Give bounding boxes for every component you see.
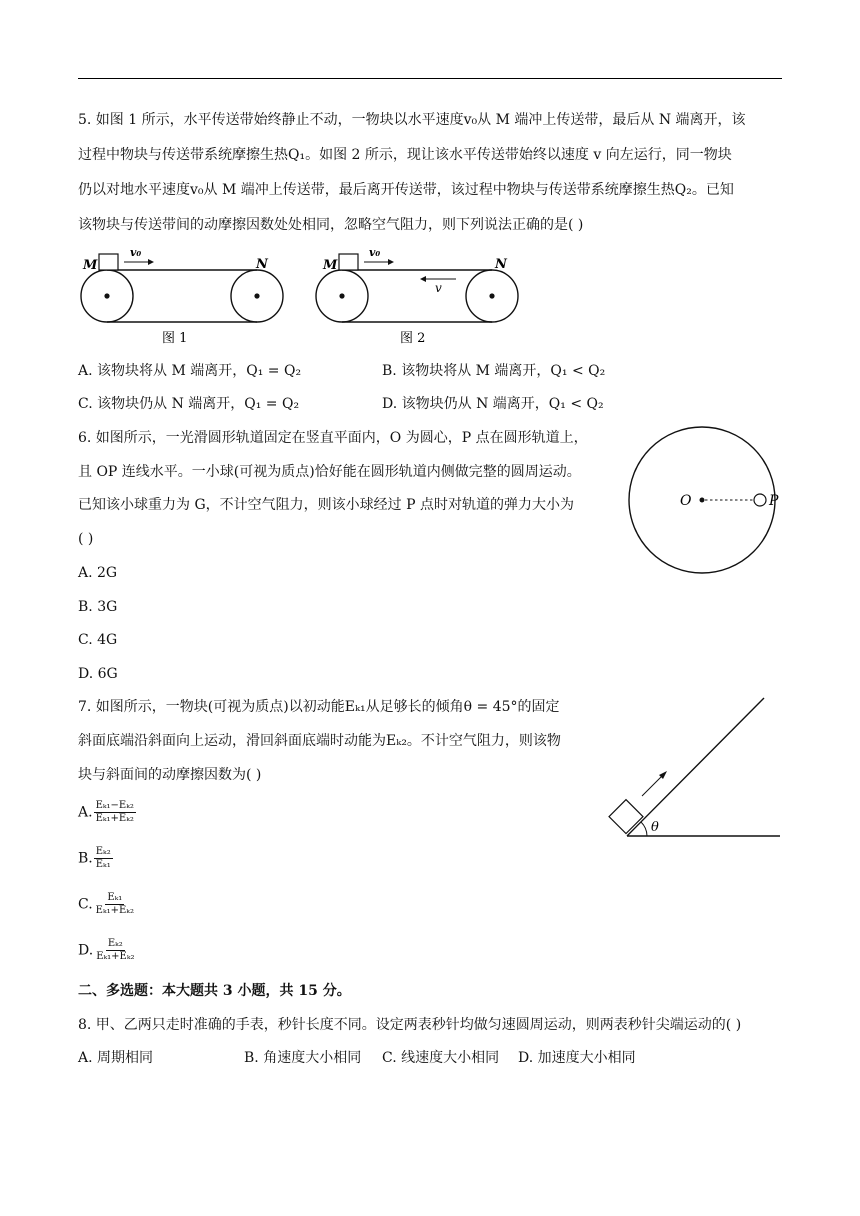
- label-o: O: [680, 493, 692, 509]
- q7-stem-line-1: 7. 如图所示，一物块(可视为质点)以初动能Eₖ₁从足够长的倾角θ = 45°的固定: [78, 699, 560, 715]
- label-v0: v₀: [130, 246, 142, 259]
- q5-option-b: B. 该物块将从 M 端离开，Q₁ < Q₂: [382, 363, 606, 379]
- block-icon: [339, 254, 358, 270]
- q6-option-a: A. 2G: [78, 565, 118, 581]
- q6-circle-track-figure: [620, 418, 800, 588]
- q5-conveyor-figures: [76, 246, 536, 350]
- label-m: M: [83, 258, 98, 273]
- block-icon: [609, 800, 643, 834]
- q5-stem-line-2: 过程中物块与传送带系统摩擦生热Q₁。如图 2 所示，现让该水平传送带始终以速度 v 向左运行，同一物块: [78, 147, 732, 163]
- q8-option-c: C. 线速度大小相同: [382, 1050, 500, 1066]
- q6-option-d: D. 6G: [78, 666, 118, 682]
- conveyor-figure-2: [316, 246, 518, 346]
- label-n: N: [495, 257, 507, 272]
- label-n: N: [256, 257, 268, 272]
- q6-stem-line-3: 已知该小球重力为 G，不计空气阻力，则该小球经过 P 点时对轨道的弹力大小为: [78, 497, 574, 513]
- block-icon: [99, 254, 118, 270]
- q5-option-c: C. 该物块仍从 N 端离开，Q₁ = Q₂: [78, 396, 300, 412]
- q5-stem-line-3: 仍以对地水平速度v₀从 M 端冲上传送带，最后离开传送带，该过程中物块与传送带系统摩擦生热Q₂。已知: [78, 182, 734, 198]
- q6-option-b: B. 3G: [78, 599, 118, 615]
- figure-1-caption: 图 1: [162, 331, 188, 346]
- q7-option-d: D. $\frac{\text{Eₖ₂}}{\text{Eₖ₁+Eₖ₂}}$: [78, 938, 135, 962]
- label-m: M: [323, 258, 338, 273]
- q6-stem-line-4: ( ): [78, 531, 94, 547]
- q5-stem-line-1: 5. 如图 1 所示，水平传送带始终静止不动，一物块以水平速度v₀从 M 端冲上传送带，最后从 N 端离开，该: [78, 112, 746, 128]
- q7-option-c: C. $\frac{\text{Eₖ₁}}{\text{Eₖ₁+Eₖ₂}}$: [78, 892, 134, 916]
- q5-option-a: A. 该物块将从 M 端离开，Q₁ = Q₂: [78, 363, 302, 379]
- header-rule: [78, 78, 782, 79]
- q7-incline-figure: [600, 690, 790, 850]
- q8-stem-line-1: 8. 甲、乙两只走时准确的手表，秒针长度不同。设定两表秒针均做匀速圆周运动，则两表秒针尖端运动的( ): [78, 1017, 742, 1033]
- q8-option-d: D. 加速度大小相同: [518, 1050, 636, 1066]
- ball-icon: [754, 494, 766, 506]
- q6-stem-line-1: 6. 如图所示，一光滑圆形轨道固定在竖直平面内，O 为圆心，P 点在圆形轨道上，: [78, 430, 588, 446]
- q7-stem-line-2: 斜面底端沿斜面向上运动，滑回斜面底端时动能为Eₖ₂。不计空气阻力，则该物: [78, 733, 561, 749]
- q6-option-c: C. 4G: [78, 632, 118, 648]
- q6-stem-line-2: 且 OP 连线水平。一小球(可视为质点)恰好能在圆形轨道内侧做完整的圆周运动。: [78, 464, 581, 480]
- q5-stem-line-4: 该物块与传送带间的动摩擦因数处处相同，忽略空气阻力，则下列说法正确的是( ): [78, 217, 584, 233]
- figure-2-caption: 图 2: [400, 331, 426, 346]
- label-theta: θ: [651, 820, 659, 835]
- left-arrow-icon: [420, 276, 426, 282]
- q7-option-a: A. $\frac{\text{Eₖ₁−Eₖ₂}}{\text{Eₖ₁+Eₖ₂}}$: [78, 800, 134, 824]
- q7-stem-line-3: 块与斜面间的动摩擦因数为( ): [78, 767, 262, 783]
- q7-option-b: B. $\frac{\text{Eₖ₂}}{\text{Eₖ₁}}$: [78, 846, 111, 870]
- q8-option-a: A. 周期相同: [78, 1050, 154, 1066]
- section-heading: 二、多选题：本大题共 3 小题，共 15 分。: [78, 983, 351, 999]
- q8-option-b: B. 角速度大小相同: [244, 1050, 362, 1066]
- conveyor-figure-1: [81, 246, 283, 346]
- label-v0: v₀: [369, 246, 381, 259]
- label-p: P: [769, 493, 779, 509]
- label-v: v: [435, 281, 442, 295]
- q5-option-d: D. 该物块仍从 N 端离开，Q₁ < Q₂: [382, 396, 604, 412]
